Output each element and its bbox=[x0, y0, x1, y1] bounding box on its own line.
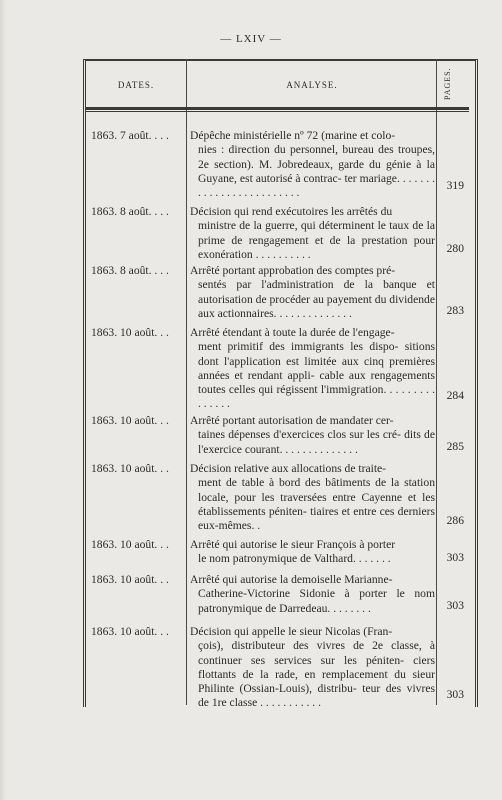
entry-analysis-continuation: taines dépenses d'exercices clos sur les cré- dits de l'exercice courant. . . . . . . . . . . . . . bbox=[198, 428, 435, 456]
entry-analysis-continuation: çois), distributeur des vivres de 2e classe, à continuer ses services sur les péniten- ciers flottants de la rade, en remplacement du sieur Philinte (Ossian-Louis), distribu- teur des vivres de 1re classe . . . . . . . . . . . bbox=[198, 639, 435, 710]
entry-date: 1863. 10 août. . . bbox=[91, 538, 169, 551]
entry-analysis bbox=[190, 462, 435, 533]
entry-page-number: 286 bbox=[446, 514, 464, 527]
entry-analysis-first-line: Arrêté portant autorisation de mandater cer- bbox=[190, 414, 394, 427]
entry-page-number: 284 bbox=[446, 389, 464, 402]
entry-analysis bbox=[190, 129, 435, 200]
entry-analysis bbox=[190, 414, 435, 457]
entry-analysis-continuation: ministre de la guerre, qui déterminent le taux de la prime de rengagement et de la prestation pour exonération . . . . . . . . . . bbox=[198, 219, 435, 261]
entry-page-number: 303 bbox=[446, 688, 464, 701]
analyse-column-rule bbox=[436, 59, 437, 705]
column-header-analyse: ANALYSE. bbox=[286, 80, 338, 90]
page-number-header: — LXIV — bbox=[220, 33, 282, 45]
entry-page-number: 303 bbox=[446, 599, 464, 612]
entry-analysis-continuation: sentés par l'administration de la banque et autorisation de procéder au payement du dividende aux actionnaires. . . . . . . . . . . . . . bbox=[198, 278, 435, 320]
entry-date: 1863. 10 août. . . bbox=[91, 462, 169, 475]
header-rule-thin bbox=[86, 111, 469, 112]
entry-analysis bbox=[190, 326, 435, 412]
entry-analysis-first-line: Arrêté étendant à toute la durée de l'engage- bbox=[190, 326, 395, 339]
entry-analysis-first-line: Décision qui rend exécutoires les arrêtés du bbox=[190, 205, 393, 218]
entry-analysis bbox=[190, 264, 435, 321]
entry-date: 1863. 8 août. . . . bbox=[91, 264, 169, 277]
entry-analysis-continuation: le nom patronymique de Valthard. . . . . . . bbox=[198, 552, 391, 566]
entry-date: 1863. 8 août. . . . bbox=[91, 205, 169, 218]
entry-analysis-first-line: Arrêté qui autorise la demoiselle Marianne- bbox=[190, 573, 393, 586]
entry-analysis-continuation: nies : direction du personnel, bureau des troupes, 2e section). M. Jobredeaux, garde du génie à la Guyane, est autorisé à contrac- ter mariage. . . . . . . . . . . . . . . . . . . . . . . . . bbox=[198, 143, 435, 200]
entry-analysis bbox=[190, 538, 435, 567]
entry-date: 1863. 10 août. . . bbox=[91, 414, 169, 427]
entry-analysis bbox=[190, 205, 435, 262]
page-edge-shadow bbox=[0, 0, 6, 800]
entry-analysis-first-line: Arrêté portant approbation des comptes pré- bbox=[190, 264, 396, 277]
entry-analysis bbox=[190, 573, 435, 616]
entry-analysis-first-line: Décision qui appelle le sieur Nicolas (Fran- bbox=[190, 625, 393, 638]
entry-analysis-continuation: ment de table à bord des bâtiments de la station locale, pour les traversées entre Cayenne et les établissements péniten- tiaires et entre ces derniers eux-mêmes. . bbox=[198, 476, 435, 533]
column-header-pages: PAGES. bbox=[443, 67, 452, 101]
entry-date: 1863. 10 août. . . bbox=[91, 625, 169, 638]
entry-date: 1863. 7 août. . . . bbox=[91, 129, 169, 142]
entry-analysis-first-line: Décision relative aux allocations de traite- bbox=[190, 462, 387, 475]
dates-column-rule bbox=[186, 59, 187, 705]
entry-page-number: 319 bbox=[446, 179, 464, 192]
entry-date: 1863. 10 août. . . bbox=[91, 326, 169, 339]
entry-page-number: 303 bbox=[446, 551, 464, 564]
column-header-dates: DATES. bbox=[117, 80, 155, 90]
entry-analysis bbox=[190, 625, 435, 711]
entry-analysis-continuation: ment primitif des immigrants les dispo- sitions dont l'application est limitée aux cinq premières années et rendant appli- cable aux rengagements toutes celles qui régissent l'immigration. . . . . . . . . . . . . . . bbox=[198, 340, 435, 411]
entry-page-number: 280 bbox=[446, 242, 464, 255]
entry-analysis-continuation: Catherine-Victorine Sidonie à porter le nom patronymique de Darredeau. . . . . . . . bbox=[198, 587, 435, 615]
entry-page-number: 283 bbox=[446, 304, 464, 317]
header-rule-thick bbox=[86, 107, 469, 110]
entry-analysis-first-line: Arrêté qui autorise le sieur François à porter bbox=[190, 538, 396, 551]
entry-analysis-first-line: Dépêche ministérielle nº 72 (marine et colo- bbox=[190, 129, 396, 142]
entry-date: 1863. 10 août. . . bbox=[91, 573, 169, 586]
entry-page-number: 285 bbox=[446, 440, 464, 453]
